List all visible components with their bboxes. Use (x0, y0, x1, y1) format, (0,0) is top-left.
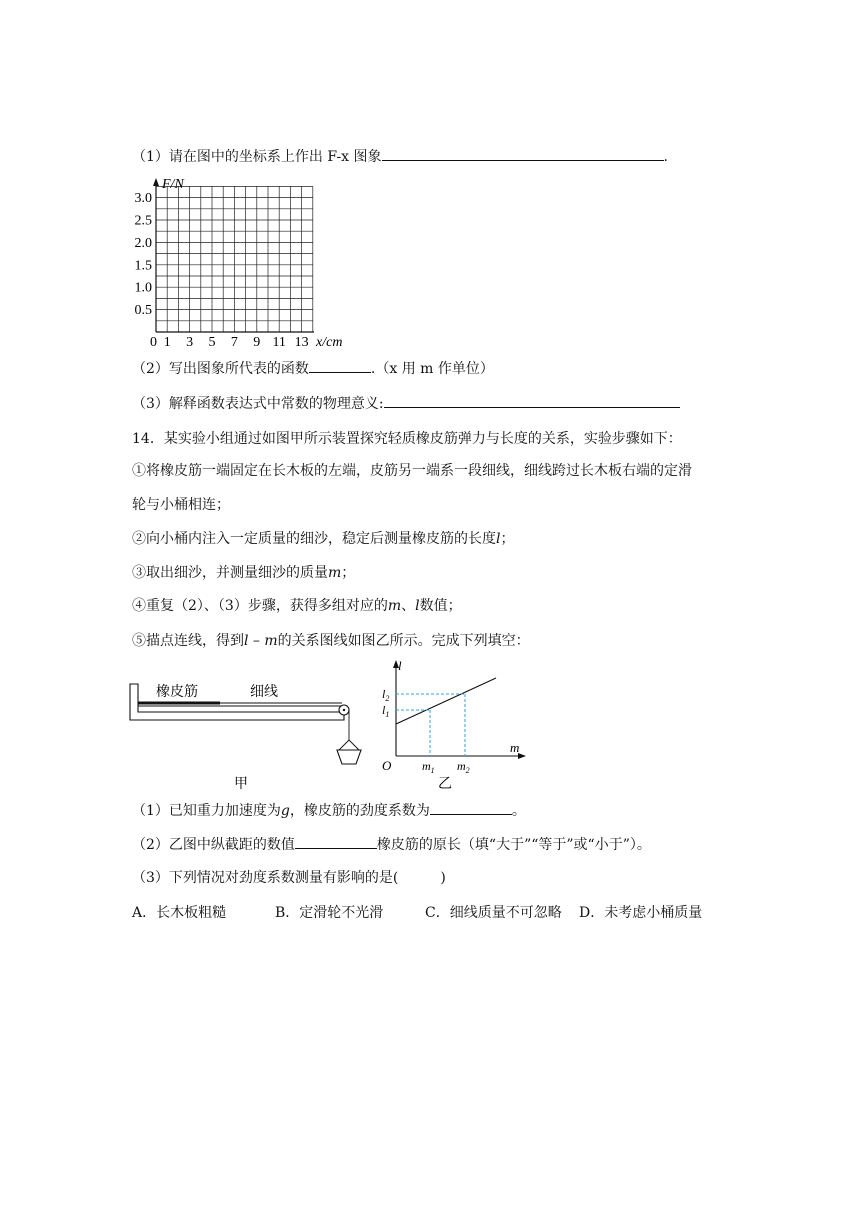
bucket-icon (337, 750, 361, 764)
q14-step3-text: ③取出细沙，并测量细沙的质量 (132, 565, 328, 581)
x-tick-label: 7 (230, 335, 238, 350)
q14-step2 (132, 529, 514, 549)
q14-step3-end: ； (341, 565, 356, 581)
q14-step2-var: l (496, 531, 501, 547)
x-axis-label: x/cm (316, 335, 343, 350)
y-axis-label: F/N (162, 177, 184, 192)
q14-sub2-end: 橡皮筋的原长（填“大于”“等于”或“小于”）。 (376, 837, 651, 853)
figure-jia-caption: 甲 (234, 777, 248, 792)
q13-part2-text: （2）写出图象所代表的函数 (132, 361, 309, 377)
q14-step4-sep: 、 (401, 598, 416, 614)
x-tick-labels (164, 335, 309, 350)
l-axis-label: l (398, 658, 402, 673)
q14-intro: 14．某实验小组通过如图甲所示装置探究轻质橡皮筋弹力与长度的关系，实验步骤如下： (132, 431, 682, 447)
dashed-guides (396, 694, 465, 756)
q14-step5-text: ⑤描点连线，得到 (132, 633, 244, 649)
l-m-line (396, 678, 496, 724)
x-tick-label: 11 (272, 335, 286, 350)
m2-label: $m_2$ (457, 759, 470, 775)
q13-part3 (132, 393, 680, 414)
answer-blank-4[interactable] (430, 800, 512, 815)
q14-sub3: （3）下列情况对劲度系数测量有影响的是( ) (132, 870, 446, 886)
q14-step1-b: 轮与小桶相连； (132, 497, 230, 513)
answer-blank-5[interactable] (295, 834, 377, 849)
answer-blank-1[interactable] (382, 146, 664, 161)
q14-sub1-text: （1）已知重力加速度为 (132, 803, 281, 819)
q14-step3 (132, 563, 355, 583)
q14-step4 (132, 596, 462, 616)
y-tick-label: 1.5 (134, 258, 152, 274)
pulley-axle (343, 709, 345, 711)
q13-part2 (132, 358, 494, 379)
answer-blank-2[interactable] (309, 358, 371, 373)
q14-step5 (132, 631, 530, 651)
y-tick-label: 3.0 (134, 191, 152, 207)
q14-step1-a: ①将橡皮筋一端固定在长木板的左端，皮筋另一端系一段细线，细线跨过长木板右端的定滑 (132, 463, 692, 479)
y-tick-label: 1.0 (134, 280, 152, 296)
q14-sub1-end: 。 (511, 803, 526, 819)
origin-o-label: O (382, 758, 392, 773)
graph-grid (156, 186, 313, 332)
q14-step4-end: 数值； (419, 598, 462, 614)
q14-step2-text: ②向小桶内注入一定质量的细沙，稳定后测量橡皮筋的长度 (132, 531, 496, 547)
f-x-grid-graph (120, 172, 360, 352)
bucket-hanger (339, 740, 359, 750)
l-m-graph-figure-yi (376, 656, 536, 796)
option-b[interactable]: B．定滑轮不光滑 (275, 905, 384, 921)
x-tick-label: 13 (294, 335, 309, 350)
y-tick-label: 2.5 (134, 213, 152, 229)
y-axis-arrow (153, 178, 159, 186)
answer-blank-3[interactable] (384, 393, 680, 408)
q14-sub1-mid: ，橡皮筋的劲度系数为 (289, 803, 430, 819)
x-tick-label: 5 (208, 335, 216, 350)
q14-step5-var: l – m (244, 633, 278, 649)
figure-yi-caption: 乙 (438, 777, 452, 792)
m-axis-label: m (510, 740, 520, 755)
rubber-band-label: 橡皮筋 (156, 685, 198, 700)
y-tick-label: 0.5 (134, 303, 152, 319)
q13-part1-end: . (663, 149, 668, 165)
l1-label: $l_1$ (382, 703, 390, 719)
q14-step4-var-l: l (415, 598, 420, 614)
q14-step4-var-m: m (387, 598, 402, 614)
q14-sub2 (132, 834, 651, 855)
option-c[interactable]: C．细线质量不可忽略 (425, 905, 562, 921)
option-a[interactable]: A．长木板粗糙 (132, 905, 227, 921)
x-tick-label: 1 (163, 335, 171, 350)
q14-sub1-var-g: g (280, 803, 290, 819)
y-tick-labels (135, 191, 153, 318)
x-tick-label: 9 (253, 335, 261, 350)
apparatus-figure-jia (124, 676, 364, 796)
q13-part1-text: （1）请在图中的坐标系上作出 F-x 图象 (132, 149, 382, 165)
q13-part3-text: （3）解释函数表达式中常数的物理意义: (132, 396, 384, 412)
option-d[interactable]: D．未考虑小桶质量 (579, 905, 703, 921)
q14-step2-end: ； (500, 531, 515, 547)
origin-label: 0 (150, 335, 157, 350)
q13-part1 (132, 146, 668, 167)
q14-step4-text: ④重复（2）、（3）步骤，获得多组对应的 (132, 598, 388, 614)
q14-sub1 (132, 800, 526, 821)
q14-step3-var: m (328, 565, 342, 581)
x-tick-label: 3 (186, 335, 194, 350)
q14-step5-end: 的关系图线如图乙所示。完成下列填空： (277, 633, 530, 649)
q14-sub2-text: （2）乙图中纵截距的数值 (132, 837, 295, 853)
string-label: 细线 (250, 685, 278, 700)
y-tick-label: 2.0 (134, 235, 152, 251)
l2-label: $l_2$ (382, 687, 390, 703)
q13-part2-end: .（x 用 m 作单位） (370, 361, 494, 377)
m1-label: $m_1$ (422, 759, 435, 775)
